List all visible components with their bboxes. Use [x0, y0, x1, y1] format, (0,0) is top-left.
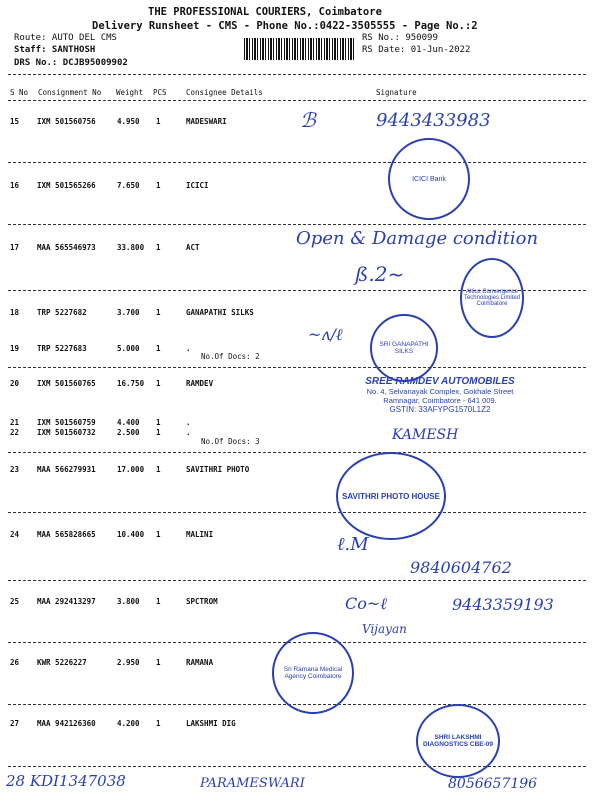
- row-pcs: 1: [156, 181, 161, 190]
- handwritten-phone: 9443433983: [376, 110, 491, 131]
- lakshmi-stamp: SHRI LAKSHMI DIAGNOSTICS CBE-09: [416, 704, 500, 778]
- row-consignee: ICICI: [186, 181, 209, 190]
- row-consignee: .: [186, 428, 191, 437]
- handwritten-consignment: 28 KDI1347038: [6, 772, 126, 790]
- handwritten-name: Vijayan: [362, 622, 407, 636]
- handwritten-phone: 8056657196: [448, 776, 538, 792]
- row-weight: 4.400: [117, 418, 140, 427]
- row-pcs: 1: [156, 379, 161, 388]
- row-weight: 10.400: [117, 530, 145, 539]
- row-pcs: 1: [156, 308, 161, 317]
- signature-15: ℬ: [300, 108, 316, 132]
- company-title: THE PROFESSIONAL COURIERS, Coimbatore: [148, 6, 382, 18]
- ramdev-stamp-city: Ramnagar, Coimbatore - 641 009.: [383, 396, 497, 405]
- divider: [8, 162, 586, 163]
- row-consignment: MAA 292413297: [37, 597, 96, 606]
- row-pcs: 1: [156, 658, 161, 667]
- signature-25: Co~ℓ: [345, 594, 387, 613]
- row-consignee: GANAPATHI SILKS: [186, 308, 254, 317]
- row-sno: 24: [10, 530, 20, 539]
- col-pcs: PCS: [153, 88, 167, 97]
- ramdev-stamp: [340, 376, 540, 414]
- docs-count: No.Of Docs: 2: [201, 352, 260, 361]
- divider: [8, 74, 586, 75]
- divider: [8, 580, 586, 581]
- divider: [8, 452, 586, 453]
- row-consignment: MAA 566279931: [37, 465, 96, 474]
- row-consignment: IXM 501565266: [37, 181, 96, 190]
- ganapathi-stamp: SRI GANAPATHI SILKS: [370, 314, 438, 382]
- row-weight: 3.700: [117, 308, 140, 317]
- icici-stamp: ICICI Bank: [388, 138, 470, 220]
- row-sno: 19: [10, 344, 20, 353]
- row-consignee: RAMANA: [186, 658, 214, 667]
- row-consignee: RAMDEV: [186, 379, 214, 388]
- row-consignment: IXM 501560756: [37, 117, 96, 126]
- row-consignment: MAA 565828665: [37, 530, 96, 539]
- row-consignment: IXM 501560732: [37, 428, 96, 437]
- row-weight: 4.200: [117, 719, 140, 728]
- row-pcs: 1: [156, 117, 161, 126]
- handwritten-name: KAMESH: [392, 427, 459, 443]
- row-sno: 23: [10, 465, 20, 474]
- row-weight: 2.500: [117, 428, 140, 437]
- row-weight: 17.000: [117, 465, 145, 474]
- row-weight: 2.950: [117, 658, 140, 667]
- rs-number: RS No.: 950099: [362, 33, 438, 43]
- col-weight: Weight: [116, 88, 144, 97]
- row-sno: 15: [10, 117, 20, 126]
- row-consignee: SPCTROM: [186, 597, 218, 606]
- company-stamp: Altius Convergence Technologies Limited Coimbatore: [460, 258, 524, 338]
- row-pcs: 1: [156, 597, 161, 606]
- row-consignment: TRP 5227682: [37, 308, 87, 317]
- row-consignment: MAA 565546973: [37, 243, 96, 252]
- docs-count: No.Of Docs: 3: [201, 437, 260, 446]
- row-consignee: ACT: [186, 243, 200, 252]
- ramdev-stamp-address: No. 4, Selvanayak Complex, Gokhale Street: [366, 387, 514, 396]
- rs-date: RS Date: 01-Jun-2022: [362, 45, 471, 55]
- row-consignee: .: [186, 418, 191, 427]
- row-pcs: 1: [156, 418, 161, 427]
- row-sno: 22: [10, 428, 20, 437]
- row-sno: 20: [10, 379, 20, 388]
- row-consignee: .: [186, 344, 191, 353]
- divider: [8, 367, 586, 368]
- row-sno: 18: [10, 308, 20, 317]
- row-consignment: IXM 501560759: [37, 418, 96, 427]
- col-sno: S No: [10, 88, 29, 97]
- ramdev-stamp-title: SREE RAMDEV AUTOMOBILES: [365, 376, 515, 387]
- staff-label: Staff: SANTHOSH: [14, 45, 96, 55]
- handwritten-name: PARAMESWARI: [200, 776, 305, 791]
- row-pcs: 1: [156, 719, 161, 728]
- divider: [8, 100, 586, 101]
- row-sno: 21: [10, 418, 20, 427]
- row-consignment: TRP 5227683: [37, 344, 87, 353]
- runsheet-subtitle: Delivery Runsheet - CMS - Phone No.:0422-3505555 - Page No.:2: [92, 20, 478, 32]
- drs-label: DRS No.: DCJB95009902: [14, 58, 128, 68]
- col-signature: Signature: [376, 88, 417, 97]
- row-weight: 3.800: [117, 597, 140, 606]
- row-consignee: MADESWARI: [186, 117, 227, 126]
- row-weight: 16.750: [117, 379, 145, 388]
- row-sno: 26: [10, 658, 20, 667]
- signature-17: ß.2~: [355, 262, 405, 286]
- ramana-stamp: Sri Ramana Medical Agency Coimbatore: [272, 632, 354, 714]
- col-consignee: Consignee Details: [186, 88, 263, 97]
- ramdev-stamp-gstin: GSTIN: 33AFYPG1570L1Z2: [389, 405, 491, 414]
- handwritten-phone: 9840604762: [410, 558, 512, 577]
- row-weight: 7.650: [117, 181, 140, 190]
- row-consignment: MAA 942126360: [37, 719, 96, 728]
- signature-24: ℓ.M: [337, 534, 369, 555]
- row-weight: 4.950: [117, 117, 140, 126]
- handwritten-phone: 9443359193: [452, 595, 554, 614]
- divider: [8, 224, 586, 225]
- row-consignee: MALINI: [186, 530, 214, 539]
- row-consignment: KWR 5226227: [37, 658, 87, 667]
- handwritten-note: Open & Damage condition: [296, 228, 539, 249]
- row-consignee: SAVITHRI PHOTO: [186, 465, 250, 474]
- row-weight: 33.800: [117, 243, 145, 252]
- divider: [8, 512, 586, 513]
- divider: [8, 766, 586, 767]
- row-pcs: 1: [156, 243, 161, 252]
- route-label: Route: AUTO DEL CMS: [14, 33, 117, 43]
- row-consignee: LAKSHMI DIG: [186, 719, 236, 728]
- row-sno: 27: [10, 719, 20, 728]
- barcode: [244, 38, 354, 60]
- row-pcs: 1: [156, 530, 161, 539]
- signature-18: ~ʌ/ℓ: [308, 325, 343, 344]
- row-pcs: 1: [156, 465, 161, 474]
- savithri-stamp: SAVITHRI PHOTO HOUSE: [336, 452, 446, 540]
- row-sno: 25: [10, 597, 20, 606]
- row-weight: 5.000: [117, 344, 140, 353]
- row-sno: 16: [10, 181, 20, 190]
- row-consignment: IXM 501560765: [37, 379, 96, 388]
- row-pcs: 1: [156, 344, 161, 353]
- col-consignment: Consignment No: [38, 88, 102, 97]
- row-pcs: 1: [156, 428, 161, 437]
- row-sno: 17: [10, 243, 20, 252]
